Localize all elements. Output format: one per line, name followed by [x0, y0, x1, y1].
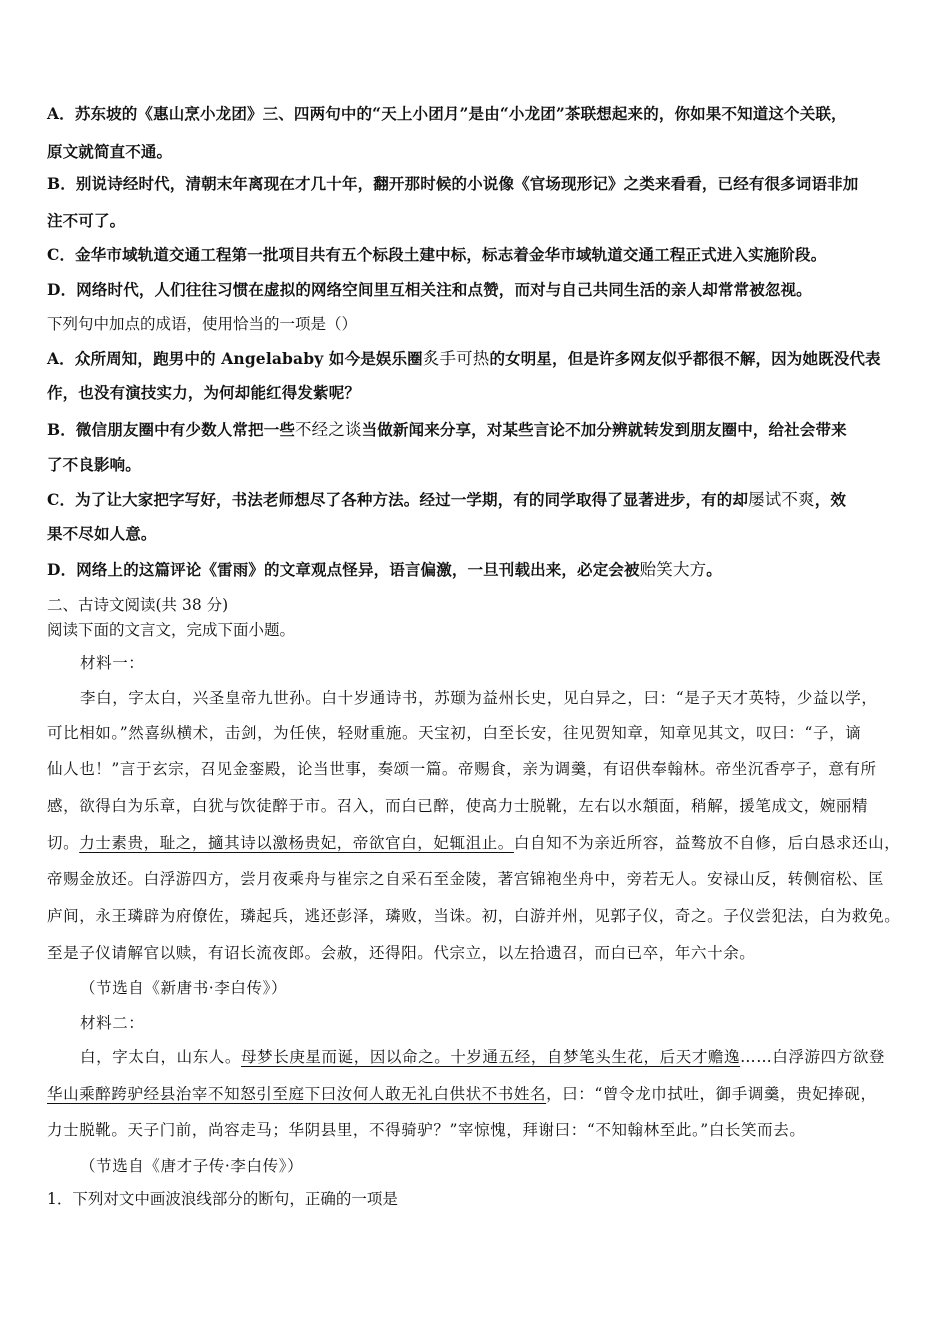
q2-option-c-line1	[47, 486, 846, 510]
q1-option-b-line1: B．别说诗经时代，清朝末年离现在才几十年，翻开那时候的小说像《官场现形记》之类来看看，已经有很多词语非加	[47, 174, 859, 193]
material-2-source: （节选自《唐才子传·李白传》）	[80, 1157, 304, 1175]
q2-option-c-text-2: ，效	[814, 490, 847, 509]
material-2-line-2-end: ，曰：“曾令龙巾拭吐，御手调羹，贵妃捧砚，	[546, 1085, 877, 1103]
material-2-line-1-start: 白，字太白，山东人。	[80, 1048, 242, 1066]
q2-option-b-idiom: 不经之谈	[295, 420, 362, 439]
q1-option-b-line2: 注不可了。	[47, 211, 126, 230]
material-2-line-1-end: ……白浮游四方欲登	[740, 1048, 886, 1066]
material-1-wavy-underline: 力士素贵，耻之，擿其诗以激杨贵妃，帝欲官白，妃辄沮止。	[79, 834, 514, 852]
material-2-line-3: 力士脱靴。天子门前，尚容走马；华阴县里，不得骑驴？”宰惊愧，拜谢曰：“不知翰林至此。”白长笑而去。	[47, 1121, 806, 1139]
q2-option-c-idiom: 屡试不爽	[748, 490, 815, 509]
material-1-line-3: 仙人也！”言于玄宗，召见金銮殿，论当世事，奏颂一篇。帝赐食，亲为调羹，有诏供奉翰林。帝坐沉香亭子，意有所	[47, 760, 877, 778]
material-2-line-1	[80, 1045, 885, 1067]
material-1-source: （节选自《新唐书·李白传》）	[80, 979, 288, 997]
material-1-line-6: 帝赐金放还。白浮游四方，尝月夜乘舟与崔宗之自采石至金陵，著宫锦袍坐舟中，旁若无人。安禄山反，转侧宿松、匡	[47, 870, 885, 888]
q2-option-c-line2: 果不尽如人意。	[47, 524, 157, 543]
material-1-line-1: 李白，字太白，兴圣皇帝九世孙。白十岁通诗书，苏颋为益州长史，见白异之，曰：“是子天才英特，少益以学，	[80, 689, 878, 707]
q2-option-d	[47, 556, 722, 580]
question-1: 1．下列对文中画波浪线部分的断句，正确的一项是	[47, 1190, 398, 1208]
q1-option-d: D．网络时代，人们往往习惯在虚拟的网络空间里互相关注和点赞，而对与自己共同生活的亲人却常常被忽视。	[47, 280, 812, 299]
q1-option-c: C．金华市域轨道交通工程第一批项目共有五个标段土建中标，标志着金华市域轨道交通工程正式进入实施阶段。	[47, 245, 827, 264]
q2-option-c-text-1: C．为了让大家把字写好，书法老师想尽了各种方法。经过一学期，有的同学取得了显著进步，有的却	[47, 490, 749, 509]
material-1-line-4: 感，欲得白为乐章，白犹与饮徒醉于市。召入，而白已醉，使高力士脱靴，左右以水頮面，稍解，援笔成文，婉丽精	[47, 797, 869, 815]
material-1-line-2: 可比相如。”然喜纵横术，击剑，为任侠，轻财重施。天宝初，白至长安，往见贺知章，知章见其文，叹曰：“子，谪	[47, 724, 862, 742]
section-instruction: 阅读下面的文言文，完成下面小题。	[47, 621, 296, 639]
q1-option-a-line2: 原文就简直不通。	[47, 142, 173, 161]
material-1-line-5	[47, 831, 900, 853]
material-1-label: 材料一：	[80, 654, 145, 672]
material-2-wavy-underline: 华山乘醉跨驴经县治宰不知怒引至庭下曰汝何人敢无礼白供状不书姓名	[47, 1085, 547, 1103]
q2-option-a-text-1: A．众所周知，跑男中的 Angelababy 如今是娱乐圈	[47, 349, 423, 368]
material-1-line-8: 至是子仪请解官以赎，有诏长流夜郎。会赦，还得阳。代宗立，以左拾遗召，而白已卒，年六十余。	[47, 944, 756, 962]
q2-option-a-text-2: 的女明星，但是许多网友似乎都很不解，因为她既没代表	[489, 349, 881, 368]
q2-option-a-line1	[47, 345, 881, 369]
q2-option-a-idiom: 炙手可热	[422, 349, 490, 368]
q2-option-b-line1	[47, 416, 847, 440]
material-2-label: 材料二：	[80, 1014, 145, 1032]
q2-option-a-line2: 作，也没有演技实力，为何却能红得发紫呢？	[47, 383, 361, 402]
material-1-line-7: 庐间，永王璘辟为府僚佐，璘起兵，逃还彭泽，璘败，当诛。初，白游并州，见郭子仪，奇之。子仪尝犯法，白为救免。	[47, 907, 901, 925]
q2-option-b-text-2: 当做新闻来分享，对某些言论不加分辨就转发到朋友圈中，给社会带来	[361, 420, 847, 439]
q2-option-b-line2: 了不良影响。	[47, 455, 141, 474]
material-2-line-2	[47, 1082, 877, 1104]
material-2-underline-1: 母梦长庚星而诞，因以命之。十岁通五经，自梦笔头生花，后天才赡逸	[241, 1048, 741, 1066]
material-1-line-5-end: 白自知不为亲近所容，益骜放不自修，后白恳求还山，	[513, 834, 901, 852]
q2-option-d-idiom: 贻笑大方	[639, 560, 707, 579]
q2-option-d-text-2: 。	[706, 560, 722, 579]
q2-stem: 下列句中加点的成语，使用恰当的一项是（）	[47, 315, 358, 333]
q2-option-b-text-1: B．微信朋友圈中有少数人常把一些	[47, 420, 296, 439]
section-heading: 二、古诗文阅读(共 38 分)	[47, 596, 229, 614]
material-1-line-5-start: 切。	[47, 834, 80, 852]
q1-option-a-line1: A．苏东坡的《惠山烹小龙团》三、四两句中的“天上小团月”是由“小龙团”茶联想起来的，你如果不知道这个关联，	[47, 104, 847, 123]
q2-option-d-text-1: D．网络上的这篇评论《雷雨》的文章观点怪异，语言偏激，一旦刊载出来，必定会被	[47, 560, 640, 579]
